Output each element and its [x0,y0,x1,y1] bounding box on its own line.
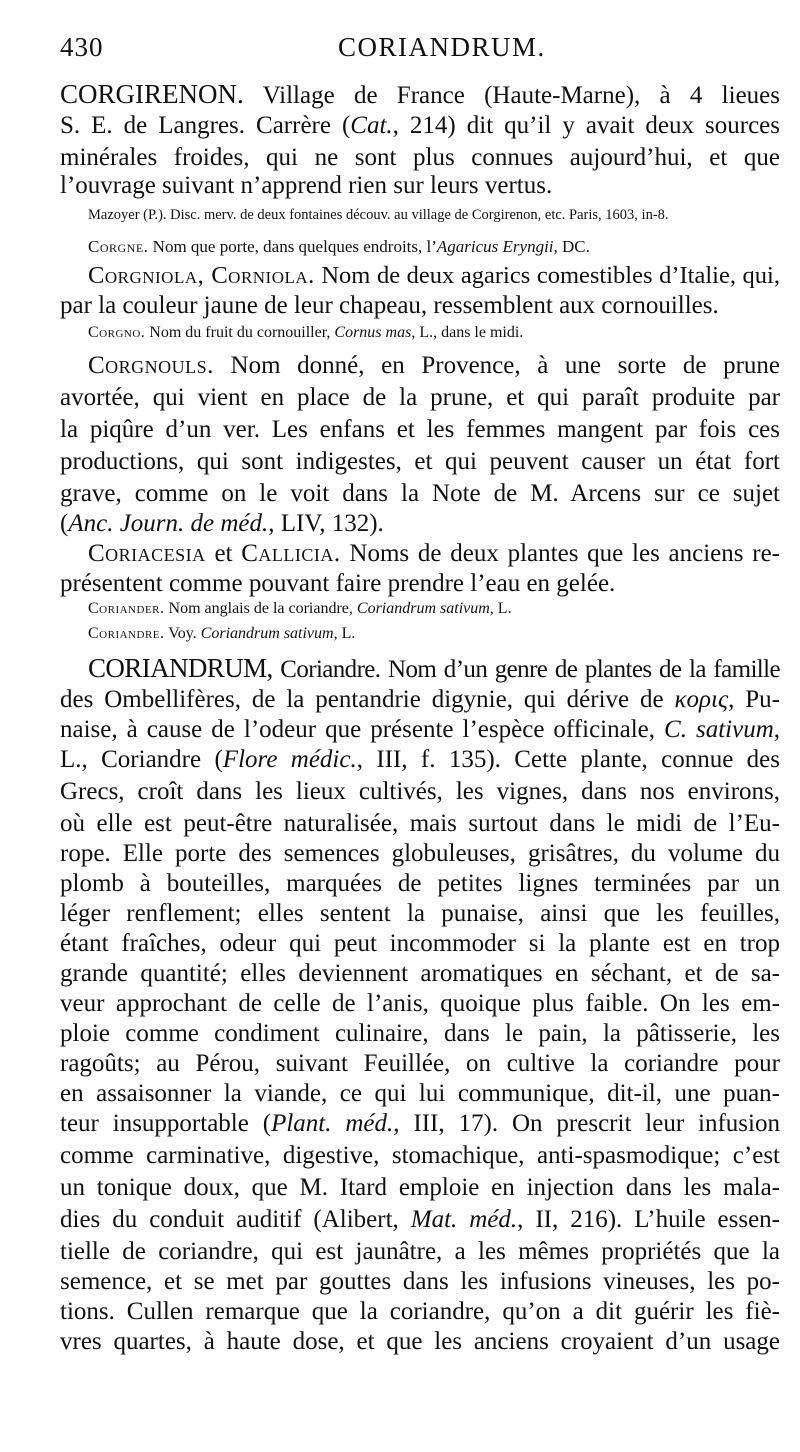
running-title: CORIANDRUM. [338,32,546,62]
entry-text: ( [60,510,69,537]
entry-coriandrum-line-9: léger renflement; elles sentent la punaise, ainsi que les feuilles, [60,900,780,927]
entry-coriandrum-line-23: vres quartes, à haute dose, et que les anciens croyaient d’un usage [60,1328,780,1355]
entry-corgnouls-line-5: grave, comme on le voit dans la Note de M. Arcens sur ce sujet [60,480,780,507]
entry-text: S. E. de Langres. Carrère ( [60,112,351,139]
entry-coriandrum-line-1 [88,652,780,684]
entry-coriandrum-line-18: un tonique doux, que M. Itard emploie en injection dans les mala- [60,1174,780,1201]
entry-headword: Corgnouls. [88,352,214,379]
entry-citation: Plant. méd. [271,1110,394,1137]
entry-corgnouls-line-4: productions, qui sont indigestes, et qui peuvent causer un état fort [60,448,780,475]
entry-coriandrum-line-12: veur approchant de celle de l’anis, quoique plus faible. On les em- [60,990,780,1017]
entry-headword: CORIANDRUM, [88,653,273,683]
entry-coriacesia-line-2: présentent comme pouvant faire prendre l’eau en gelée. [60,570,616,597]
entry-coriandrum-line-15: en assaisonner la viande, ce qui lui communique, dit-il, une puan- [60,1080,780,1107]
entry-corgnouls-line-3: la piqûre d’un ver. Les enfans et les femmes mangent par fois ces [60,416,780,443]
entry-text: , DC. [553,237,590,256]
entry-text: teur insupportable ( [60,1110,272,1137]
entry-coriandrum-line-14: ragoûts; au Pérou, suivant Feuillée, on cultive la coriandre pour [60,1050,780,1077]
page-number: 430 [60,32,104,62]
entry-text: des Ombellifères, de la pentandrie digynie, qui dérive de [60,686,675,713]
entry-text: , 214) dit qu’il y avait deux sources [392,112,780,139]
entry-text: Nom anglais de la coriandre, [164,600,357,617]
entry-coriandrum-line-11: grande quantité; elles deviennent aromatiques en séchant, et de sa- [60,960,780,987]
entry-headword: Corgno. [88,324,146,341]
entry-corgniola-line-1 [88,260,780,292]
entry-text: Nom donné, en Provence, à une sorte de prune [213,352,780,379]
entry-headword: Corgne. [88,237,149,256]
entry-headword: Corgniola, Corniola. [88,262,315,289]
entry-coriandrum-line-17: comme carminative, digestive, stomachique, anti-spasmodique; c’est [60,1142,780,1169]
entry-coriandre [88,623,780,645]
entry-coriandrum-line-16 [60,1108,780,1140]
entry-corgniola-line-2: par la couleur jaune de leur chapeau, ressemblent aux cornouilles. [60,292,719,319]
entry-text: Nom de deux agarics comestibles d’Italie, qui, [314,262,780,289]
entry-text: , L. [333,625,356,642]
entry-coriandrum-line-19 [60,1204,780,1236]
entry-text: , III, 17). On prescrit leur infusion [393,1110,780,1137]
entry-coriander [88,598,780,620]
entry-species: Agaricus Eryngii [436,237,554,256]
entry-headword: Coriacesia [88,540,206,567]
greek-word: κορις [674,686,729,713]
entry-citation: Cat. [350,112,393,139]
entry-coriandrum-line-5: Grecs, croît dans les lieux cultivés, les vignes, dans nos environs, [60,778,780,805]
entry-text: Noms de deux plantes que les anciens re- [340,540,781,567]
entry-text: Village de France (Haute-Marne), à 4 lieues [243,82,780,109]
entry-text: dies du conduit auditif (Alibert, [60,1206,411,1233]
entry-headword: Coriander. [88,600,165,617]
entry-corgirenon-line-1 [60,78,780,110]
entry-headword: Coriandre. [88,625,165,642]
entry-coriandrum-line-4 [60,744,780,776]
entry-coriandrum-line-10: étant fraîches, odeur qui peut incommoder si la plante est en trop [60,930,780,957]
entry-text: naise, à cause de l’odeur que présente l’espèce officinale, [60,716,665,743]
entry-corgirenon-line-4: l’ouvrage suivant n’apprend rien sur leurs vertus. [60,172,553,199]
entry-corgne [88,236,780,258]
entry-text: L., Coriandre ( [60,746,223,773]
entry-coriandrum-line-3 [60,714,780,746]
entry-species: Coriandrum sativum [356,600,490,617]
entry-species: Cornus mas [334,324,412,341]
entry-coriandrum-line-22: tions. Cullen remarque que la coriandre, qu’on a dit guérir les fiè- [60,1298,780,1325]
entry-text: , Pu- [728,686,780,713]
entry-corgno [88,322,780,344]
entry-coriandrum-line-21: semence, et se met par gouttes dans les infusions vineuses, les po- [60,1268,780,1295]
entry-coriandrum-line-7: rope. Elle porte des semences globuleuses, grisâtres, du volume du [60,840,780,867]
entry-text: , II, 216). L’huile essen- [517,1206,780,1233]
entry-text: , [773,716,780,743]
entry-text: Voy. [164,625,201,642]
entry-text: , III, f. 135). Cette plante, connue des [356,746,780,773]
entry-coriandrum-line-2 [60,684,780,716]
entry-text: , L. [489,600,512,617]
entry-corgnouls-line-6 [60,508,780,540]
entry-corgnouls-line-2: avortée, qui vient en place de la prune, et qui paraît produite par [60,384,780,411]
entry-corgirenon-line-2 [60,110,780,142]
entry-citation: Anc. Journ. de méd. [68,510,269,537]
entry-species: C. sativum [664,716,774,743]
entry-coriandrum-line-8: plomb à bouteilles, marquées de petites lignes terminées par un [60,870,780,897]
entry-coriandrum-line-6: où elle est peut-être naturalisée, mais surtout dans le midi de l’Eu- [60,810,780,837]
entry-headword: Callicia. [241,540,341,567]
entry-text: Nom du fruit du cornouiller, [145,324,335,341]
entry-text: , LIV, 132). [268,510,384,537]
entry-coriandrum-line-13: ploie comme condiment culinaire, dans le pain, la pâtisserie, les [60,1020,780,1047]
page-header [60,32,780,72]
entry-citation: Flore médic. [222,746,357,773]
entry-citation: Mat. méd. [410,1206,518,1233]
entry-coriandrum-line-20: tielle de coriandre, qui est jaunâtre, a les mêmes propriétés que la [60,1238,780,1265]
entry-headword: CORGIRENON. [60,79,244,109]
entry-text: Nom que porte, dans quelques endroits, l’ [148,237,437,256]
entry-corgirenon-line-3: minérales froides, qui ne sont plus connues aujourd’hui, et que [60,144,780,171]
entry-text: Coriandre. Nom d’un genre de plantes de la famille [272,656,780,683]
entry-species: Coriandrum sativum [200,625,334,642]
entry-text: , L., dans le midi. [411,324,524,341]
entry-corgnouls-line-1 [88,350,780,382]
entry-corgirenon-reference: Mazoyer (P.). Disc. merv. de deux fontaines découv. au village de Corgirenon, etc. Paris, 1603, in-8. [88,207,669,223]
entry-text: et [205,540,242,567]
entry-coriacesia-line-1 [88,538,780,570]
